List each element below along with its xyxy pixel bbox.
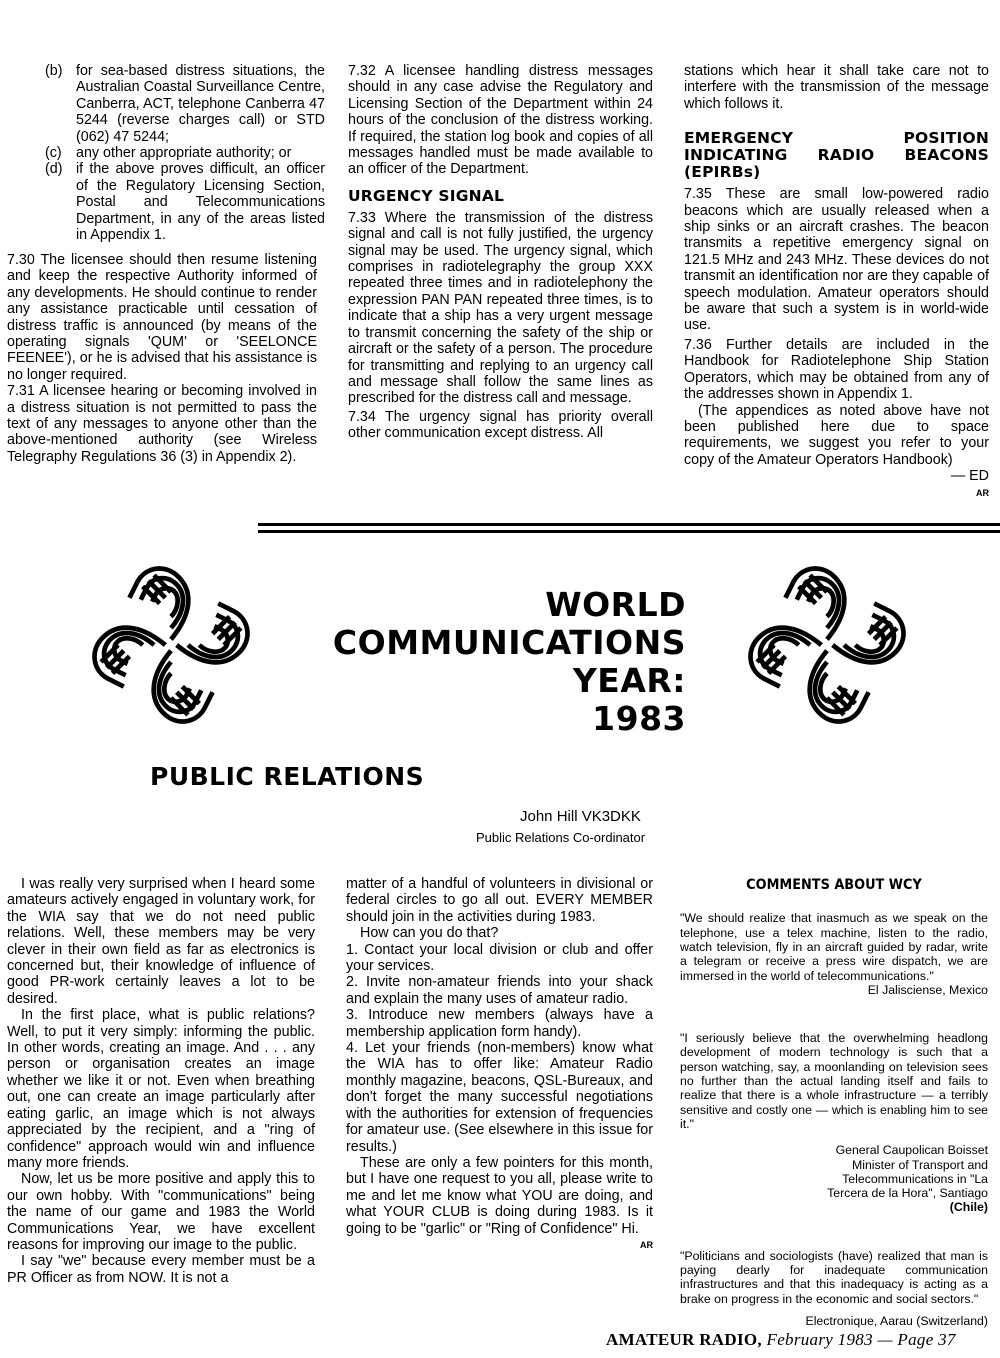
article-author: John Hill VK3DKK (520, 808, 641, 825)
paragraph: I say "we" because every member must be a PR Officer as from NOW. It is not a (7, 1253, 315, 1286)
banner-line: 1983 (592, 699, 686, 738)
paragraph: matter of a handful of volunteers in divisional or federal circles to go all out. EVERY MEMBER should join in the activities during 1983. (346, 876, 653, 925)
list-label: (b) (45, 63, 63, 79)
footer-magazine: AMATEUR RADIO, (606, 1330, 762, 1349)
list-text: any other appropriate authority; or (76, 145, 292, 162)
comments-title: COMMENTS ABOUT WCY (746, 877, 922, 893)
article-title: PUBLIC RELATIONS (150, 762, 425, 791)
divider-rule (258, 523, 1000, 526)
banner-line: COMMUNICATIONS (332, 623, 686, 662)
top-column-2 (348, 63, 653, 442)
list-item: 2. Invite non-amateur friends into your shack and explain the many uses of amateur radio. (346, 974, 653, 1007)
list-item (45, 63, 325, 145)
list-text: for sea-based distress situations, the Australian Coastal Surveillance Centre, Canberra, ACT, telephone Canberra 47 5244 (reverse charges call) or STD (062) 47 5244; (76, 63, 325, 145)
wcy-banner-title (333, 586, 686, 738)
end-mark: AR (640, 1239, 653, 1250)
editor-signature: — ED (950, 468, 989, 485)
quote: "I seriously believe that the overwhelming headlong development of modern technology is such that a person watching, say, a moonlanding on television sees no further than the actual landing itself and fails to realize that there is a whole infrastructure — a terribly sensitive and costly one — which is enabling him to see it." (680, 1031, 988, 1131)
list-item: 4. Let your friends (non-members) know what the WIA has to offer like: Amateur Radio monthly magazine, beacons, QSL-Bureaux, and don't forget the many successful negotiations with the authorities for extension of frequencies for amateur use. (See elsewhere in this issue for results.) (346, 1040, 653, 1155)
page-footer (606, 1330, 956, 1350)
paragraph-7-30: 7.30 The licensee should then resume listening and keep the respective Authority informed of any developments. He should continue to render any assistance practicable until cessation of distress traffic is announced (by means of the operating signals 'QUM' or 'SEELONCE FEENEE'), or he is advised that his assistance is no longer required. (7, 252, 317, 383)
paragraph: Now, let us be more positive and apply this to our own hobby. With "communications" being the name of our game and 1983 the World Communications Year, we have excellent reasons for improving our image to the public. (7, 1171, 315, 1253)
wcy-logo-icon (86, 560, 256, 730)
divider-rule (258, 530, 1000, 533)
end-mark: AR (976, 487, 989, 498)
list-label: (c) (45, 145, 62, 162)
list-item (45, 161, 325, 243)
comments-column (680, 877, 988, 1328)
paragraph: These are only a few pointers for this month, but I have one request to you all, please write to me and let me know what YOU are doing, and what YOUR CLUB is doing during 1983. Is it going to be "garlic" or "Ring of Confidence" Hi. (346, 1154, 653, 1237)
quote-attribution: General Caupolican Boisset (835, 1143, 988, 1158)
paragraph-7-31: 7.31 A licensee hearing or becoming involved in a distress situation is not permitted to pass the text of any messages to anyone other than the above-mentioned authority (see Wireless Telegraphy Regulations 36 (3) in Appendix 2). (7, 383, 317, 465)
list-item: 3. Introduce new members (always have a membership application form handy). (346, 1007, 653, 1040)
quote: "We should realize that inasmuch as we speak on the telephone, use a telex machine, listen to the radio, watch television, fly in an aircraft guided by radar, write a telegram or receive a press wire dispatch, we are immersed in the world of telecommunications." (680, 911, 988, 983)
wcy-logo-icon (742, 560, 912, 730)
quote-attribution: (Chile) (949, 1200, 988, 1215)
quote-attribution: Electronique, Aarau (Switzerland) (805, 1313, 988, 1328)
paragraph-7-36: 7.36 Further details are included in the Handbook for Radiotelephone Ship Station Operators, which may be obtained from any of the addresses shown in Appendix 1. (684, 336, 989, 403)
quote-attribution: Tercera de la Hora", Santiago (827, 1186, 988, 1201)
article-column-2 (346, 876, 653, 1253)
top-column-1-paras (7, 252, 317, 465)
paragraph: I was really very surprised when I heard some amateurs actively engaged in voluntary work, for the WIA say that we do not need public relations. Well, these members may be very clever in their own field as far as electronics is concerned but, their knowledge of influence of good PR-work certainly leaves a lot to be desired. (7, 876, 315, 1007)
paragraph-7-34: 7.34 The urgency signal has priority overall other communication except distress. All (348, 408, 653, 442)
footer-page: Page 37 (897, 1330, 956, 1349)
paragraph-7-32: 7.32 A licensee handling distress messages should in any case advise the Regulatory and Licensing Section of the Department within 24 hours of the conclusion of the distress working. If required, the station log book and copies of all messages handled must be made available to an officer of the Department. (348, 63, 653, 178)
quote-attribution: Minister of Transport and (851, 1157, 988, 1172)
article-author-role: Public Relations Co-ordinator (476, 830, 646, 845)
heading-urgency-signal: URGENCY SIGNAL (348, 186, 505, 205)
quote-attribution: El Jalisciense, Mexico (867, 982, 988, 997)
paragraph: In the first place, what is public relations? Well, to put it very simply: informing the public. In other words, creating an image. And . . . any person or organisation creates an image whether we like it or not. Even when breathing out, one can create an image particularly after eating garlic, an image which is not always appreciated by the recipient, and a "ring of confidence" approach would win and influence many more friends. (7, 1007, 315, 1171)
quote-attribution: Telecommunications in "La (842, 1171, 988, 1186)
paragraph-7-35: 7.35 These are small low-powered radio beacons which are usually released when a ship sinks or an aircraft crashes. The beacon transmits a repetitive emergency signal on 121.5 MHz and 243 MHz. These devices do not transmit an identification nor are they capable of speech modulation. Amateur operators should be aware that such a system is in world-wide use. (684, 186, 989, 334)
editor-note: (The appendices as noted above have not been published here due to space requirements, we suggest you refer to your copy of the Amateur Operators Handbook) (684, 402, 989, 468)
quote: "Politicians and sociologists (have) realized that man is paying dearly for inadequate communication infrastructures and that this inadequacy is acting as a brake on progress in the economic and social sectors." (680, 1248, 988, 1306)
article-column-1 (7, 876, 315, 1286)
list-text: if the above proves difficult, an officer of the Regulatory Licensing Section, Postal and Telecommunications Department, in any of the areas listed in Appendix 1. (76, 161, 325, 244)
paragraph-7-33: 7.33 Where the transmission of the distress signal and call is not fully justified, the urgency signal may be used. The urgency signal, which comprises in radiotelegraphy the group XXX repeated three times and in radiotelephony the expression PAN PAN repeated three times, is to indicate that a ship has a very urgent message to transmit concerning the safety of the ship or aircraft or the safety of a person. The procedure for transmitting and replying to an urgency call and message shall follow the same lines as prescribed for the distress call and message. (348, 209, 653, 407)
banner-line: YEAR: (572, 661, 686, 700)
top-column-1 (45, 63, 325, 243)
heading-epirbs: EMERGENCY POSITION INDICATING RADIO BEACONS (EPIRBs) (684, 129, 989, 182)
paragraph-continued: stations which hear it shall take care not to interfere with the transmission of the message which follows it. (684, 63, 989, 112)
list-item (45, 145, 325, 161)
paragraph: How can you do that? (360, 925, 499, 942)
list-item: 1. Contact your local division or club and offer your services. (346, 941, 653, 975)
list-label: (d) (45, 161, 63, 178)
banner-line: WORLD (545, 585, 686, 624)
top-column-3 (684, 63, 989, 501)
footer-dash: — (877, 1330, 893, 1349)
footer-issue: February 1983 (766, 1330, 873, 1349)
